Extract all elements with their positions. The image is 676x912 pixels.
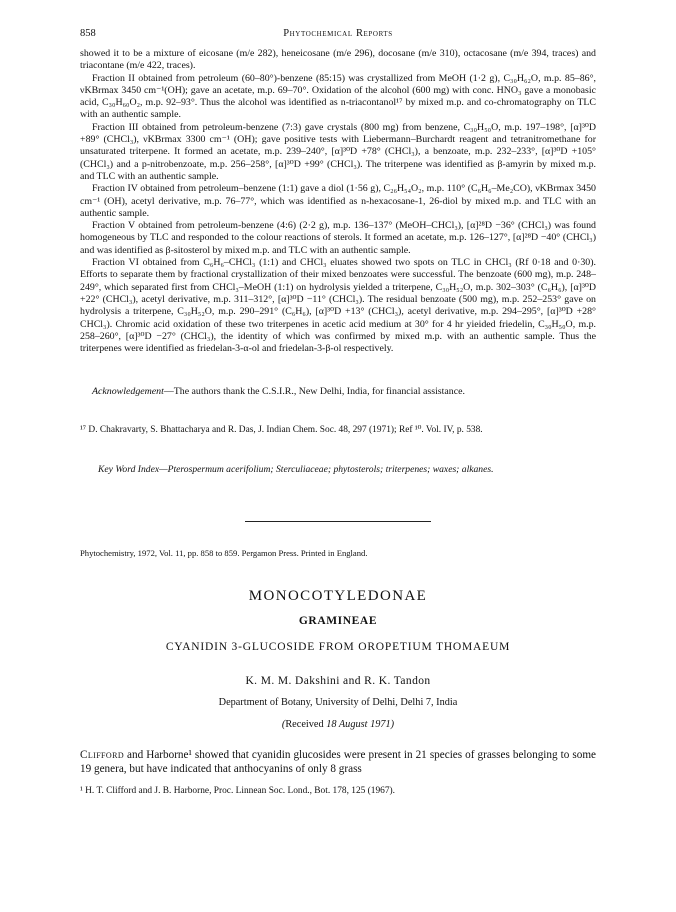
article-title: CYANIDIN 3-GLUCOSIDE FROM OROPETIUM THOMAEUM bbox=[165, 641, 511, 653]
introduction-body: and Harborne¹ showed that cyanidin glucosides were present in 21 species of grasses belonging to some 19 genera, but have indicated that anthocyanins of only 8 grass bbox=[80, 749, 596, 775]
received-label: Received bbox=[285, 719, 324, 730]
page-header bbox=[80, 28, 596, 42]
section-divider bbox=[245, 521, 431, 522]
received-date-value: 18 August 1971 bbox=[326, 719, 391, 730]
section-heading: MONOCOTYLEDONAE bbox=[248, 588, 428, 604]
body-paragraph: Fraction VI obtained from C₆H₆–CHCl₃ (1:1) and CHCl₃ eluates showed two spots on TLC in CHCl₃ (Rf 0·18 and 0·30). Efforts to separate them by fractional crystallization of their mixed benzoates were successful. The benzoate (600 mg), m.p. 248–249°, which separated first from CHCl₃–MeOH (1:1) on hydrolysis yielded a triterpene, C₃₀H₅₂O, m.p. 302–303° (C₆H₆), [α]³⁰D +22° (CHCl₃), acetyl derivative, m.p. 311–312°, [α]³⁰D −11° (CHCl₃). The residual benzoate (500 mg), m.p. 252–253° gave on hydrolysis a triterpene, C₃₀H₅₂O, m.p. 290–291° (C₆H₆), [α]³⁰D +13° (CHCl₃), acetyl derivative, m.p. 294–295°, [α]³⁰D +28° CHCl₃). Chromic acid oxidation of these two triterpenes in acetic acid medium at 30° for 4 hr yieided friedelin, C₃₀H₅₀O, m.p. 258–260°, [α]³⁰D −27° (CHCl₃), the identity of which was confirmed by mixed m.p. with an authentic sample. Thus the triterpenes were identified as friedelan-3-α-ol and friedelan-3-β-ol respectively. bbox=[80, 257, 596, 355]
introduction-lead: Clifford bbox=[80, 749, 125, 761]
article-authors: K. M. M. Dakshini and R. K. Tandon bbox=[245, 675, 431, 687]
acknowledgement bbox=[80, 386, 596, 398]
received-date: (Received 18 August 1971) bbox=[281, 719, 395, 730]
key-word-index bbox=[80, 464, 596, 476]
body-paragraph: Fraction II obtained from petroleum (60–80°)-benzene (85:15) was crystallized from MeOH (1·2 g), C₃₀H₆₂O, m.p. 85–86°, νKBrmax 3450 cm⁻¹(OH); gave an acetate, m.p. 69–70°. Oxidation of the alcohol (600 mg) with conc. HNO₃ gave a monobasic acid, C₃₀H₆₀O₂, m.p. 92–93°. Thus the alcohol was identified as n-triacontanol¹⁷ by mixed m.p. and co-chromatography on TLC with an authentic sample. bbox=[80, 72, 596, 121]
footnote-17 bbox=[80, 424, 596, 436]
body-paragraph: showed it to be a mixture of eicosane (m/e 282), heneicosane (m/e 296), docosane (m/e 310), octacosane (m/e 394, traces) and triacontane (m/e 422, traces). bbox=[80, 48, 596, 72]
family-heading: GRAMINEAE bbox=[298, 615, 378, 627]
body-paragraph: Fraction V obtained from petroleum-benzene (4:6) (2·2 g), m.p. 136–137° (MeOH–CHCl₃), [α]²⁸D −36° (CHCl₃) was found homogeneous by TLC and responded to the colour reactions of sterols. It formed an acetate, m.p. 126–127°, [α]²⁸D −40° (CHCl₃) and was identified as β-sitosterol by mixed m.p. and TLC with an authentic sample. bbox=[80, 220, 596, 256]
running-head: Phytochemical Reports bbox=[283, 28, 393, 39]
acknowledgement-text: —The authors thank the C.S.I.R., New Delhi, India, for financial assistance. bbox=[163, 386, 465, 397]
key-word-index-text: —Pterospermum acerifolium; Sterculiaceae; phytosterols; triterpenes; waxes; alkanes. bbox=[159, 464, 494, 475]
introduction-text bbox=[80, 748, 596, 776]
footnote-17-text: ¹⁷ D. Chakravarty, S. Bhattacharya and R. Das, J. Indian Chem. Soc. 48, 297 (1971); Ref ¹⁰. Vol. IV, p. 538. bbox=[80, 425, 483, 435]
page-number: 858 bbox=[80, 28, 96, 39]
body-text bbox=[80, 48, 596, 355]
footnote-1: ¹ H. T. Clifford and J. B. Harborne, Proc. Linnean Soc. Lond., Bot. 178, 125 (1967). bbox=[80, 786, 396, 796]
acknowledgement-label: Acknowledgement bbox=[92, 386, 164, 397]
author-affiliation: Department of Botany, University of Delhi, Delhi 7, India bbox=[218, 697, 458, 708]
journal-citation-line: Phytochemistry, 1972, Vol. 11, pp. 858 to 859. Pergamon Press. Printed in England. bbox=[80, 548, 368, 558]
body-paragraph: Fraction IV obtained from petroleum–benzene (1:1) gave a diol (1·56 g), C₂₆H₅₄O₂, m.p. 110° (C₆H₆–Me₂CO), νKBrmax 3450 cm⁻¹ (OH), acetyl derivative, m.p. 76–77°, which was identified as n-hexacosane-1, 26-diol by mixed m.p. and TLC with an authentic sample. bbox=[80, 183, 596, 219]
body-paragraph: Fraction III obtained from petroleum-benzene (7:3) gave crystals (800 mg) from benzene, C₃₀H₅₀O, m.p. 197–198°, [α]³⁰D +89° (CHCl₃), νKBrmax 3300 cm⁻¹ (OH); gave positive tests with Liebermann–Burchardt reagent and tetranitromethane for unsaturated triterpene. It formed an acetate, m.p. 239–240°, [α]³⁰D +78° (CHCl₃), a benzoate, m.p. 232–233°, [α]³⁰D +105° (CHCl₃) and a p-nitrobenzoate, m.p. 256–258°, [α]³⁰D +99° (CHCl₃). The triterpene was identified as β-amyrin by mixed m.p. and TLC with an authentic sample. bbox=[80, 121, 596, 182]
key-word-index-label: Key Word Index bbox=[98, 464, 160, 475]
